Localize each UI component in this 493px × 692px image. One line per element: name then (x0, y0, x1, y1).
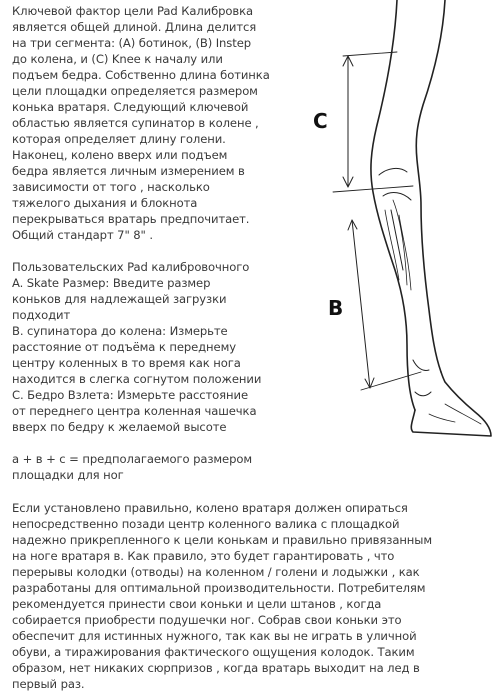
foot-outline (411, 372, 491, 436)
closing-line: на ноге вратаря в. Как правило, это будет гарантировать , что (12, 549, 395, 563)
closing-line: обеспечит для истинных нужного, так как вы не играть в уличной (12, 629, 417, 643)
intro-line: конька вратаря. Следующий ключевой (12, 100, 249, 114)
calibration-line: вверх по бедру к желаемой высоте (12, 420, 227, 434)
formula-line: площадки для ног (12, 468, 124, 482)
calibration-line: подходит (12, 308, 71, 322)
intro-line: Общий стандарт 7" 8" . (12, 228, 153, 242)
intro-line: бедра является личным измерением в (12, 164, 245, 178)
leg-measurement-illustration (295, 0, 493, 460)
segment-c-label: C (313, 109, 328, 133)
closing-line: непосредственно позади центр коленного валика с площадкой (12, 517, 400, 531)
calibration-line: центру коленных в то время как нога (12, 356, 241, 370)
intro-line: на три сегмента: (A) ботинок, (B) Instep (12, 36, 251, 50)
closing-line: Если установлено правильно, колено вратаря должен опираться (12, 501, 408, 515)
leg-back-outline (371, 0, 415, 410)
closing-line: собирается приобрести подушечки ног. Собрав свои коньки это (12, 613, 402, 627)
foot-detail (429, 404, 481, 424)
intro-line: тяжелого дыхания и блокнота (12, 196, 198, 210)
calibration-line: расстояние от подъёма к переднему (12, 340, 236, 354)
calibration-line: C. Бедро Взлета: Измерьте расстояние (12, 388, 248, 402)
formula-line: a + в + c = предполагаемого размером (12, 452, 252, 466)
intro-line: которая определяет длину голени. (12, 132, 226, 146)
closing-line: образом, нет никаких сюрпризов , когда вратарь выходит на лед в (12, 661, 420, 675)
measure-b-line (352, 220, 370, 388)
intro-line: цели площадки определяется размером (12, 84, 258, 98)
formula-text (12, 451, 252, 483)
measure-c-tick-top (343, 52, 397, 56)
calibration-line: Пользовательских Pad калибровочного (12, 260, 250, 274)
closing-line: перерывы колодки (отводы) на коленном / голени и лодыжки , как (12, 565, 420, 579)
intro-paragraph (12, 3, 270, 243)
closing-paragraph (12, 500, 432, 692)
intro-line: до колена, и (C) Knee к началу или (12, 52, 223, 66)
closing-line: обуви, а тиражирования фактического ощущения колодок. Таким (12, 645, 415, 659)
closing-line: разработаны для оптимальной производительности. Потребителям (12, 581, 426, 595)
calibration-line: коньков для надлежащей загрузки (12, 292, 227, 306)
intro-line: Ключевой фактор цели Pad Калибровка (12, 4, 254, 18)
intro-line: является общей длиной. Длина делится (12, 20, 257, 34)
intro-line: подъем бедра. Собственно длина ботинка (12, 68, 270, 82)
measure-b-tick-bottom (361, 372, 421, 390)
intro-line: зависимости от того , насколько (12, 180, 210, 194)
closing-line: первый раз. (12, 677, 85, 691)
calibration-line: B. супинатора до колена: Измерьте (12, 324, 228, 338)
calibration-line: находится в слегка согнутом положении (12, 372, 262, 386)
closing-line: рекомендуется принести свои коньки и цели штанов , когда (12, 597, 382, 611)
intro-line: областью является супинатор в колене , (12, 116, 259, 130)
segment-b-label: B (328, 296, 344, 320)
intro-line: перекрываться вратарь предпочитает. (12, 212, 250, 226)
intro-line: Наконец, колено вверх или подъем (12, 148, 228, 162)
closing-line: надежно прикрепленного к цели конькам и правильно привязанным (12, 533, 432, 547)
calibration-instructions (12, 259, 261, 435)
leg-front-outline (416, 0, 445, 372)
calibration-line: от переднего центра коленная чашечка (12, 404, 257, 418)
calibration-line: A. Skate Размер: Введите размер (12, 276, 211, 290)
ankle-detail (413, 360, 431, 396)
